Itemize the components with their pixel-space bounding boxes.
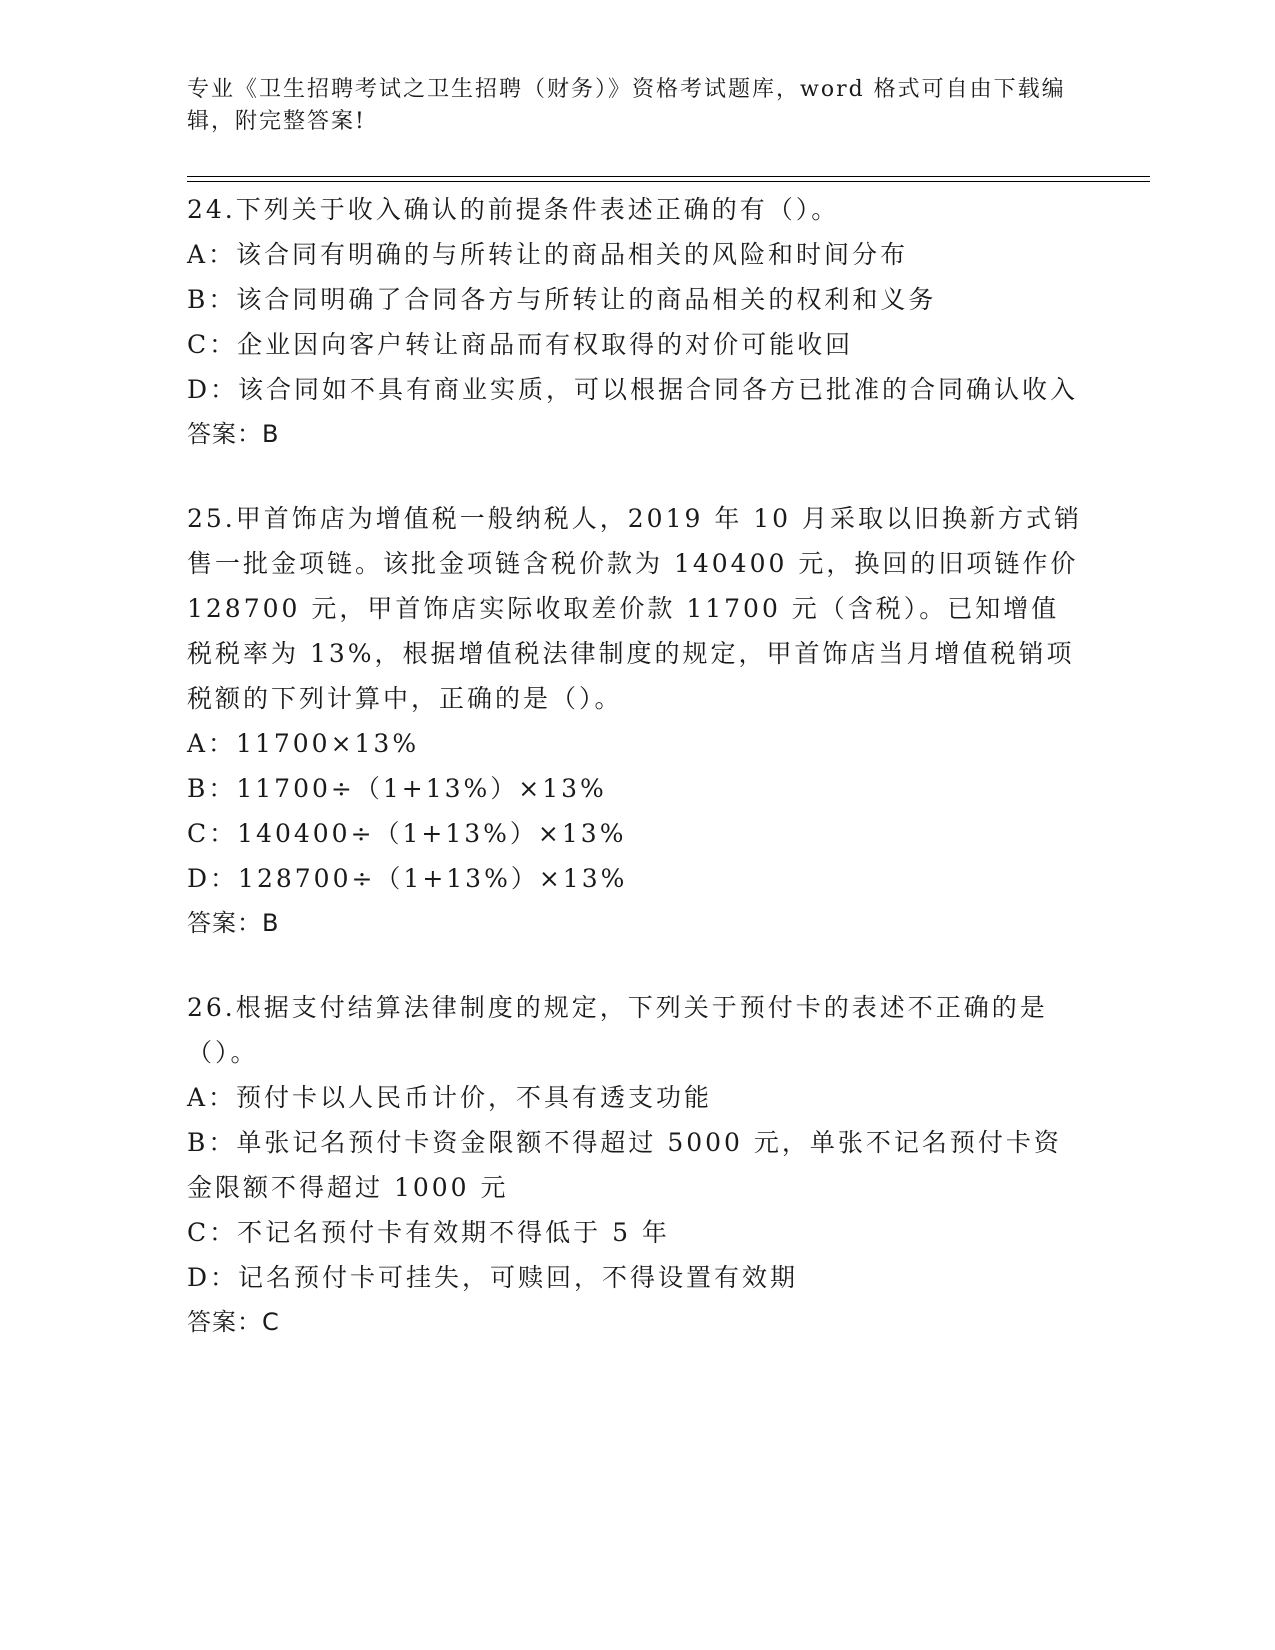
option-b: B：11700÷（1+13%）×13% bbox=[187, 774, 607, 803]
header-divider-top bbox=[187, 176, 1150, 177]
answer: 答案：B bbox=[187, 909, 280, 937]
question-text: 25.甲首饰店为增值税一般纳税人，2019 年 10 月采取以旧换新方式销售一批金项链。该批金项链含税价款为 140400 元，换回的旧项链作价 128700 元，甲首饰店实际收取差价款 11700 元（含税）。已知增值税税率为 13%，根据增值税法律制度的规定，甲首饰店当月增值税销项税额的下列计算中，正确的是（）。 bbox=[187, 504, 1083, 713]
option-c: C：不记名预付卡有效期不得低于 5 年 bbox=[187, 1218, 670, 1247]
answer: 答案：B bbox=[187, 420, 280, 448]
option-c: C：企业因向客户转让商品而有权取得的对价可能收回 bbox=[187, 330, 854, 359]
question-24 bbox=[187, 187, 1087, 457]
header-divider-bottom bbox=[187, 181, 1150, 182]
option-d: D：记名预付卡可挂失，可赎回，不得设置有效期 bbox=[187, 1263, 799, 1292]
option-b: B：单张记名预付卡资金限额不得超过 5000 元，单张不记名预付卡资金限额不得超过 1000 元 bbox=[187, 1128, 1062, 1202]
question-text: 24.下列关于收入确认的前提条件表述正确的有（）。 bbox=[187, 195, 840, 224]
option-c: C：140400÷（1+13%）×13% bbox=[187, 819, 627, 848]
question-text: 26.根据支付结算法律制度的规定，下列关于预付卡的表述不正确的是（）。 bbox=[187, 993, 1048, 1067]
question-25 bbox=[187, 496, 1087, 946]
document-header: 专业《卫生招聘考试之卫生招聘（财务）》资格考试题库，word 格式可自由下载编辑，附完整答案! bbox=[187, 77, 1066, 134]
option-b: B：该合同明确了合同各方与所转让的商品相关的权利和义务 bbox=[187, 285, 937, 314]
option-a: A：该合同有明确的与所转让的商品相关的风险和时间分布 bbox=[187, 240, 909, 269]
question-26 bbox=[187, 985, 1087, 1345]
question-list bbox=[187, 187, 1087, 1384]
option-d: D：该合同如不具有商业实质，可以根据合同各方已批准的合同确认收入 bbox=[187, 375, 1079, 404]
option-a: A：预付卡以人民币计价，不具有透支功能 bbox=[187, 1083, 713, 1112]
option-d: D：128700÷（1+13%）×13% bbox=[187, 864, 628, 893]
option-a: A：11700×13% bbox=[187, 729, 420, 758]
answer: 答案：C bbox=[187, 1308, 280, 1336]
